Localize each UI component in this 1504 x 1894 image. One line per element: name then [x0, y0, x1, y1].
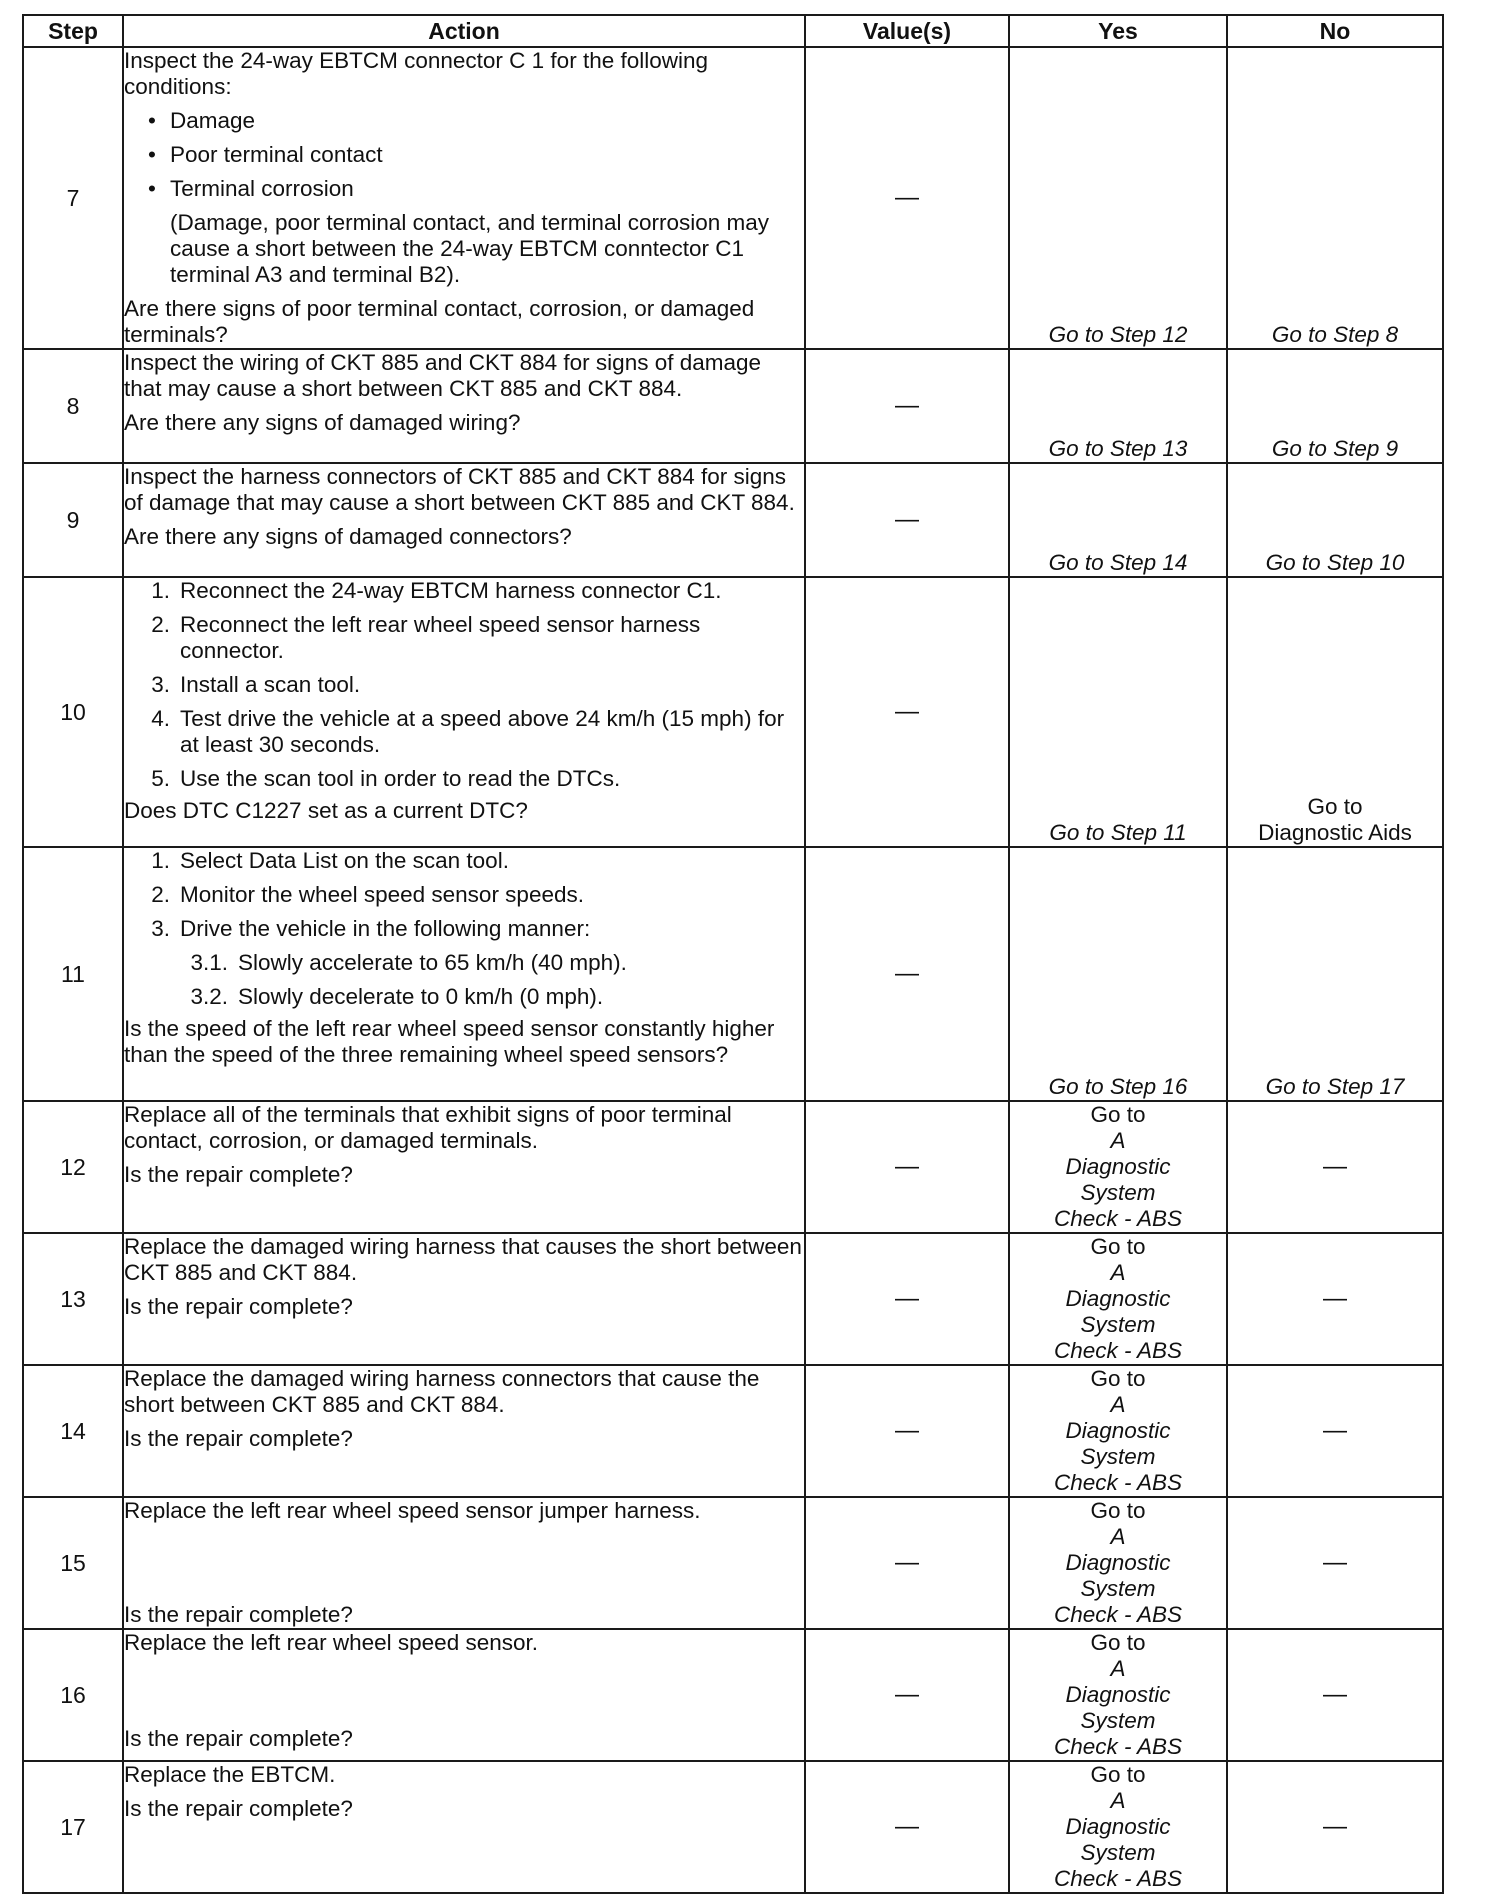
item-text: Slowly accelerate to 65 km/h (40 mph). [238, 950, 627, 975]
header-action: Action [123, 15, 805, 47]
goto-text: Go to [1090, 1102, 1146, 1127]
value-cell: — [805, 1365, 1009, 1497]
goto-line4: Check - ABS [1054, 1602, 1182, 1627]
action-question: Is the repair complete? [124, 1162, 353, 1187]
item-number: 2. [151, 612, 170, 637]
item-text: Slowly decelerate to 0 km/h (0 mph). [238, 984, 604, 1009]
value-cell: — [805, 577, 1009, 847]
step-number: 7 [23, 47, 123, 349]
diagnostic-system-check-link [1010, 1762, 1226, 1892]
action-question: Is the repair complete? [124, 1796, 353, 1821]
procedure-item [124, 766, 804, 792]
goto-line4: Check - ABS [1054, 1338, 1182, 1363]
step-number: 11 [23, 847, 123, 1101]
yes-cell [1009, 1497, 1227, 1629]
condition-list [124, 108, 804, 202]
yes-goto: Go to Step 11 [1049, 820, 1187, 845]
yes-cell [1009, 1629, 1227, 1761]
item-text: Select Data List on the scan tool. [180, 848, 509, 873]
procedure-item [124, 882, 804, 908]
goto-text: Go to [1090, 1366, 1146, 1391]
goto-line2: Diagnostic [1065, 1154, 1171, 1179]
step-number: 9 [23, 463, 123, 577]
action-cell [123, 847, 805, 1101]
action-question: Is the repair complete? [124, 1294, 353, 1319]
step-number: 16 [23, 1629, 123, 1761]
value-cell: — [805, 1101, 1009, 1233]
diagnostic-system-check-link [1010, 1498, 1226, 1628]
yes-cell [1009, 1365, 1227, 1497]
procedure-list [124, 578, 804, 792]
action-text: Replace all of the terminals that exhibit signs of poor terminal contact, corrosion, or damaged terminals. [124, 1102, 732, 1153]
no-cell: — [1227, 1101, 1443, 1233]
table-header [23, 15, 1443, 47]
item-text: Test drive the vehicle at a speed above 24 km/h (15 mph) for at least 30 seconds. [180, 706, 785, 757]
procedure-list [124, 848, 804, 1010]
action-text: Replace the left rear wheel speed sensor jumper harness. [124, 1498, 701, 1523]
table-row-step-12 [23, 1101, 1443, 1233]
procedure-item [124, 848, 804, 874]
item-text: Reconnect the 24-way EBTCM harness connector C1. [180, 578, 722, 603]
goto-line3: System [1080, 1840, 1156, 1865]
table-row-step-13 [23, 1233, 1443, 1365]
action-cell [123, 1101, 805, 1233]
action-intro: Inspect the 24-way EBTCM connector C 1 for the following conditions: [124, 48, 709, 99]
goto-line3: System [1080, 1312, 1156, 1337]
value-cell: — [805, 1497, 1009, 1629]
step-number: 17 [23, 1761, 123, 1893]
goto-a: A [1110, 1656, 1126, 1681]
action-cell [123, 1497, 805, 1629]
diagnostic-system-check-link [1010, 1630, 1226, 1760]
goto-a: A [1110, 1788, 1126, 1813]
goto-text: Go to [1090, 1630, 1146, 1655]
procedure-subitem [124, 984, 804, 1010]
yes-cell [1009, 1761, 1227, 1893]
no-goto: Go to Step 8 [1271, 322, 1399, 347]
item-number: 4. [151, 706, 170, 731]
item-text: Reconnect the left rear wheel speed sensor harness connector. [180, 612, 701, 663]
yes-goto: Go to Step 16 [1048, 1074, 1188, 1099]
procedure-subitem [124, 950, 804, 976]
procedure-item [124, 578, 804, 604]
goto-line4: Check - ABS [1054, 1866, 1182, 1891]
action-text: Replace the damaged wiring harness connectors that cause the short between CKT 885 and CKT 884. [124, 1366, 760, 1417]
step-number: 13 [23, 1233, 123, 1365]
action-cell [123, 1629, 805, 1761]
action-text: Replace the left rear wheel speed sensor. [124, 1630, 538, 1655]
procedure-item [124, 706, 804, 758]
condition-item: • Poor terminal contact [124, 142, 804, 168]
goto-a: A [1110, 1524, 1126, 1549]
no-cell [1227, 349, 1443, 463]
yes-cell [1009, 1101, 1227, 1233]
goto-line3: System [1080, 1444, 1156, 1469]
header-values: Value(s) [805, 15, 1009, 47]
action-text: Inspect the wiring of CKT 885 and CKT 884 for signs of damage that may cause a short between CKT 885 and CKT 884. [124, 350, 762, 401]
procedure-item [124, 672, 804, 698]
condition-item: • Damage [124, 108, 804, 134]
table-row-step-15 [23, 1497, 1443, 1629]
yes-goto: Go to Step 14 [1048, 550, 1188, 575]
item-number: 1. [151, 578, 170, 603]
table-row-step-11 [23, 847, 1443, 1101]
table-row-step-9 [23, 463, 1443, 577]
action-content [124, 1630, 804, 1760]
goto-line3: System [1080, 1576, 1156, 1601]
goto-line4: Check - ABS [1054, 1206, 1182, 1231]
no-goto: Go to Step 9 [1271, 436, 1399, 461]
action-cell [123, 463, 805, 577]
action-cell [123, 1365, 805, 1497]
goto-text: Go to [1090, 1234, 1146, 1259]
item-text: Use the scan tool in order to read the DTCs. [180, 766, 621, 791]
no-cell [1227, 47, 1443, 349]
table-row-step-7 [23, 47, 1443, 349]
condition-item: • Terminal corrosion [124, 176, 804, 202]
goto-a: A [1110, 1128, 1126, 1153]
header-row [23, 15, 1443, 47]
item-text: Monitor the wheel speed sensor speeds. [180, 882, 584, 907]
step-number: 14 [23, 1365, 123, 1497]
action-cell [123, 1761, 805, 1893]
step-number: 8 [23, 349, 123, 463]
table-row-step-17 [23, 1761, 1443, 1893]
item-number: 5. [151, 766, 170, 791]
action-text: Replace the damaged wiring harness that causes the short between CKT 885 and CKT 884. [124, 1234, 802, 1285]
goto-line4: Check - ABS [1054, 1734, 1182, 1759]
action-question: Does DTC C1227 set as a current DTC? [124, 798, 528, 823]
action-text: Inspect the harness connectors of CKT 885 and CKT 884 for signs of damage that may cause a short between CKT 885 and CKT 884. [124, 464, 795, 515]
goto-a: A [1110, 1392, 1126, 1417]
item-number: 3. [151, 672, 170, 697]
action-note: (Damage, poor terminal contact, and terminal corrosion may cause a short between the 24-way EBTCM conntector C1 terminal A3 and terminal B2). [170, 210, 770, 287]
action-text: Replace the EBTCM. [124, 1762, 336, 1787]
action-content [124, 1498, 804, 1628]
action-cell [123, 47, 805, 349]
value-cell: — [805, 47, 1009, 349]
table-row-step-16 [23, 1629, 1443, 1761]
value-cell: — [805, 1233, 1009, 1365]
no-cell: — [1227, 1497, 1443, 1629]
goto-line2: Diagnostic [1065, 1550, 1171, 1575]
table-row-step-8 [23, 349, 1443, 463]
table-row-step-10 [23, 577, 1443, 847]
goto-line4: Check - ABS [1054, 1470, 1182, 1495]
diagnostic-system-check-link [1010, 1102, 1226, 1232]
item-number: 3. [151, 916, 170, 941]
yes-cell [1009, 847, 1227, 1101]
no-goto-line1: Go to [1307, 794, 1363, 819]
action-question: Is the repair complete? [124, 1726, 353, 1751]
goto-text: Go to [1090, 1762, 1146, 1787]
goto-line2: Diagnostic [1065, 1682, 1171, 1707]
item-number: 3.2. [190, 984, 228, 1009]
value-cell: — [805, 847, 1009, 1101]
yes-cell [1009, 1233, 1227, 1365]
procedure-item [124, 916, 804, 942]
header-step: Step [23, 15, 123, 47]
action-question: Is the speed of the left rear wheel speed sensor constantly higher than the speed of the three remaining wheel speed sensors? [124, 1016, 775, 1067]
yes-cell [1009, 463, 1227, 577]
no-cell [1227, 847, 1443, 1101]
item-text: Drive the vehicle in the following manner: [180, 916, 591, 941]
no-cell: — [1227, 1629, 1443, 1761]
action-question: Are there any signs of damaged connectors? [124, 524, 572, 549]
item-number: 1. [151, 848, 170, 873]
goto-line2: Diagnostic [1065, 1814, 1171, 1839]
action-question: Are there signs of poor terminal contact, corrosion, or damaged terminals? [124, 296, 755, 347]
goto-line2: Diagnostic [1065, 1418, 1171, 1443]
header-yes: Yes [1009, 15, 1227, 47]
procedure-item [124, 612, 804, 664]
no-cell: — [1227, 1761, 1443, 1893]
item-text: Install a scan tool. [180, 672, 361, 697]
action-question: Are there any signs of damaged wiring? [124, 410, 521, 435]
value-cell: — [805, 349, 1009, 463]
table-body [23, 47, 1443, 1893]
goto-a: A [1110, 1260, 1126, 1285]
value-cell: — [805, 1761, 1009, 1893]
action-cell [123, 349, 805, 463]
no-goto: Go to Step 10 [1265, 550, 1405, 575]
goto-line2: Diagnostic [1065, 1286, 1171, 1311]
goto-line3: System [1080, 1708, 1156, 1733]
yes-goto: Go to Step 13 [1048, 436, 1188, 461]
value-cell: — [805, 463, 1009, 577]
value-cell: — [805, 1629, 1009, 1761]
no-goto: Go to Step 17 [1265, 1074, 1405, 1099]
step-number: 15 [23, 1497, 123, 1629]
item-number: 2. [151, 882, 170, 907]
table-row-step-14 [23, 1365, 1443, 1497]
item-number: 3.1. [190, 950, 228, 975]
diagnostic-system-check-link [1010, 1366, 1226, 1496]
no-cell: — [1227, 1365, 1443, 1497]
no-cell [1227, 463, 1443, 577]
yes-goto: Go to Step 12 [1048, 322, 1188, 347]
goto-text: Go to [1090, 1498, 1146, 1523]
no-cell [1227, 577, 1443, 847]
no-cell: — [1227, 1233, 1443, 1365]
goto-line3: System [1080, 1180, 1156, 1205]
no-goto-line2: Diagnostic Aids [1258, 820, 1412, 845]
step-number: 12 [23, 1101, 123, 1233]
diagnostic-steps-table [22, 14, 1444, 1894]
action-question: Is the repair complete? [124, 1426, 353, 1451]
yes-cell [1009, 349, 1227, 463]
step-number: 10 [23, 577, 123, 847]
action-cell [123, 1233, 805, 1365]
action-question: Is the repair complete? [124, 1602, 353, 1627]
yes-cell [1009, 577, 1227, 847]
diagnostic-system-check-link [1010, 1234, 1226, 1364]
action-cell [123, 577, 805, 847]
header-no: No [1227, 15, 1443, 47]
yes-cell [1009, 47, 1227, 349]
